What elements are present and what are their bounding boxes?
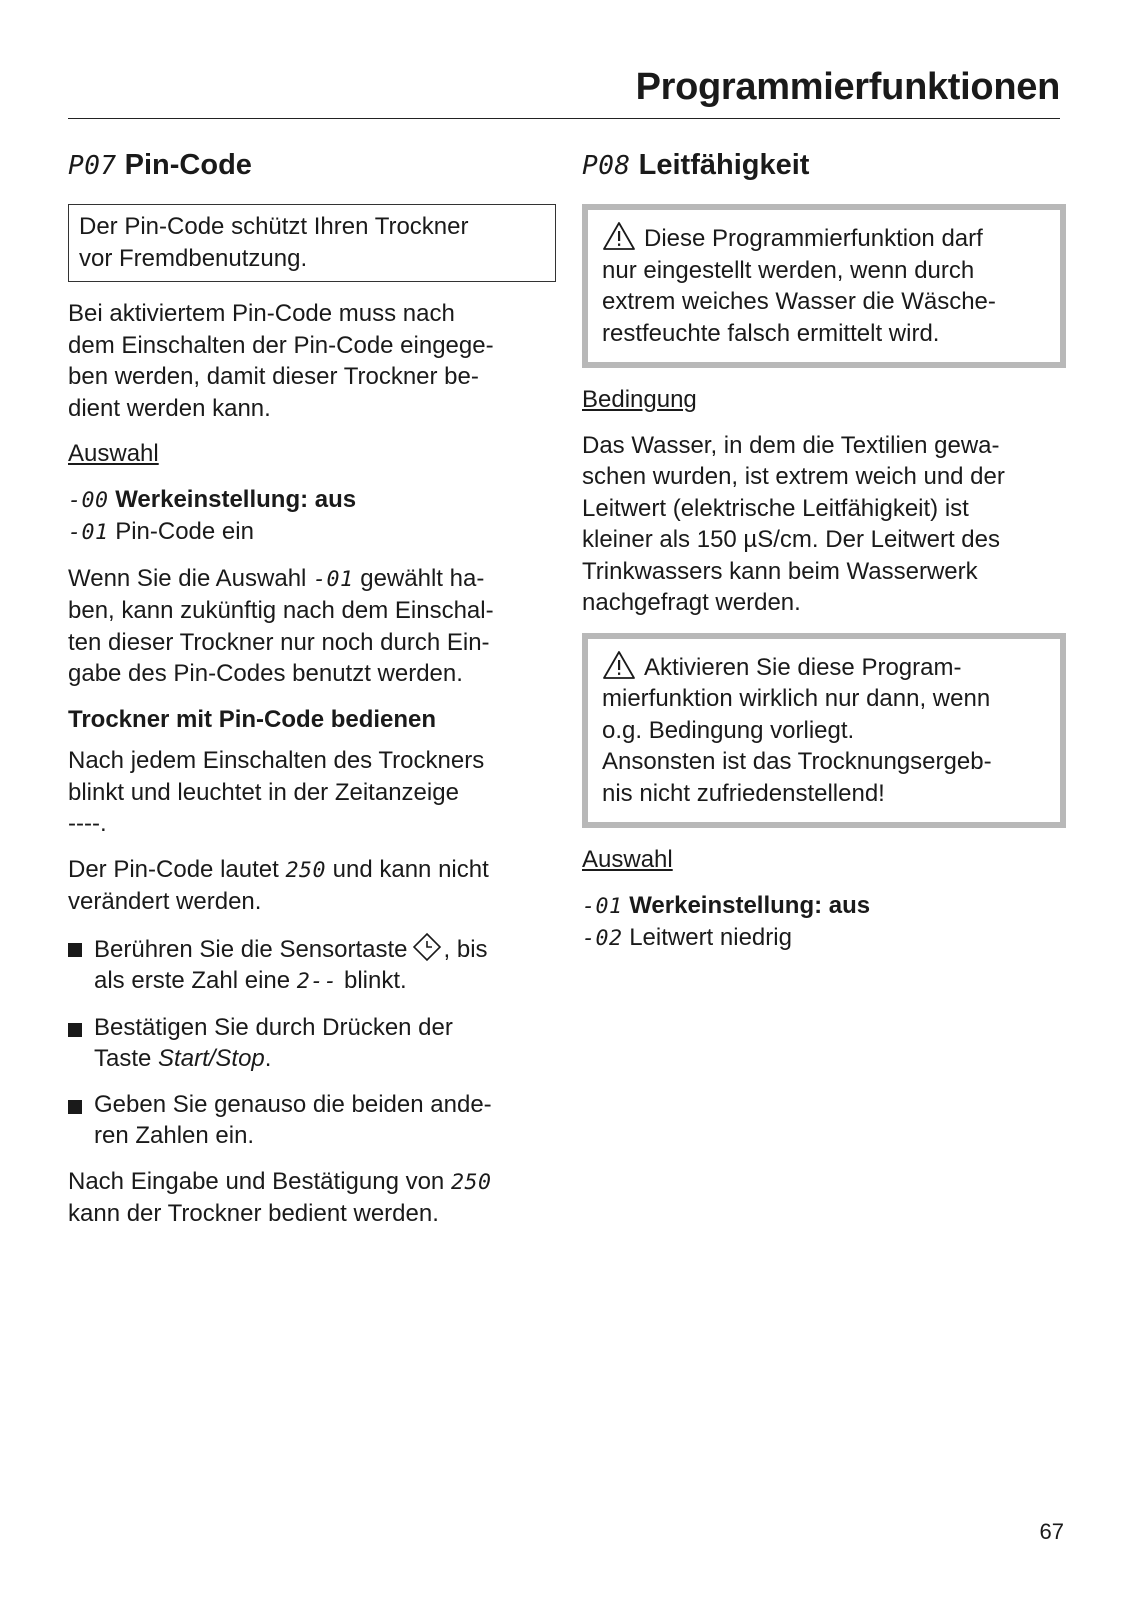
text-line: ben werden, damit dieser Trockner be- [68,363,479,390]
text-line: nis nicht zufriedenstellend! [602,779,885,807]
text-line: blinkt und leuchtet in der Zeitanzeige [68,778,459,806]
text-line: dient werden kann. [68,394,271,422]
sensor-dial-icon [412,932,442,962]
option-item [68,484,556,517]
text-line: restfeuchte falsch ermittelt wird. [602,319,940,347]
text-line: verändert werden. [68,888,262,915]
warning-triangle-icon [602,650,636,680]
list-item [68,1089,556,1152]
text-fragment: Taste [94,1045,152,1072]
text-line [94,1043,556,1075]
text-fragment: gewählt ha- [360,564,485,592]
text-line: schen wurden, ist extrem weich und der [582,463,1005,490]
list-item [68,1012,556,1075]
text-line: Trinkwassers kann beim Wasserwerk [582,557,978,585]
display-code: 250 [450,1169,492,1195]
display-code: 250 [285,857,326,883]
bullet-square-icon [68,943,82,957]
subheading: Trockner mit Pin-Code bedienen [68,705,437,733]
text-fragment: Nach Eingabe und Bestätigung von [68,1167,445,1195]
display-code: P08 [582,151,631,181]
text-line: Leitwert (elektrische Leitfähigkeit) ist [582,494,969,522]
intro-line: vor Fremdbenutzung. [79,244,308,272]
option-item [582,890,1066,923]
text-line: Ansonsten ist das Trocknungsergeb- [602,748,992,775]
text-fragment: Aktivieren Sie diese Program- [644,653,962,681]
text-line [602,221,1046,255]
text-line: gabe des Pin-Codes benutzt werden. [68,660,463,687]
section-title-conductivity [582,143,1066,188]
text-line: kleiner als 150 µS/cm. Der Leitwert des [582,526,1000,553]
option-item [68,516,556,549]
text-line: Das Wasser, in dem die Textilien gewa- [582,431,1000,459]
text-line: dem Einschalten der Pin-Code eingege- [68,331,494,359]
option-list [582,890,1066,955]
option-label: Pin-Code ein [115,518,254,545]
text-line: nur eingestellt werden, wenn durch [602,256,975,284]
auswahl-label: Auswahl [582,846,673,873]
text-fragment: und kann nicht [332,855,489,883]
text-line [68,854,556,887]
option-label: Werkeinstellung: aus [629,891,871,919]
option-label: Werkeinstellung: aus [115,485,357,513]
text-fragment: Wenn Sie die Auswahl [68,564,307,592]
section-title-text: Pin-Code [124,149,252,181]
text-line: ----. [68,810,107,837]
display-code: P07 [68,151,117,181]
text-line: o.g. Bedingung vorliegt. [602,716,855,744]
text-line [68,1166,556,1199]
display-code: 2-- [296,969,338,994]
text-line: mierfunktion wirklich nur dann, wenn [602,685,991,712]
paragraph-pin-value [68,854,556,918]
warning-box [582,204,1066,368]
option-label: Leitwert niedrig [629,924,792,951]
instruction-list [68,932,556,1152]
text-line: Nach jedem Einschalten des Trockners [68,747,485,774]
text-line [94,932,556,966]
text-line: kann der Trockner bedient werden. [68,1200,439,1227]
text-line [602,650,1046,684]
text-fragment: blinkt. [343,967,407,994]
paragraph-selection [68,563,556,690]
text-line: nachgefragt werden. [582,589,801,616]
option-list [68,484,556,549]
right-column [582,143,1066,969]
warning-box [582,633,1066,829]
page-header [68,62,1060,119]
auswahl-label: Auswahl [68,440,159,467]
text-line: Bei aktiviertem Pin-Code muss nach [68,300,455,327]
text-fragment: Diese Programmierfunktion darf [644,225,983,252]
bullet-square-icon [68,1100,82,1114]
intro-line: Der Pin-Code schützt Ihren Trockner [79,213,469,240]
text-line: Bestätigen Sie durch Drücken der [94,1013,453,1041]
paragraph-condition [582,430,1066,619]
paragraph-display [68,745,556,840]
text-line: ben, kann zukünftig nach dem Einschal- [68,597,494,624]
section-title-pin-code [68,143,556,188]
page-number: 67 [1039,1519,1064,1544]
paragraph-activation [68,298,556,424]
text-line: extrem weiches Wasser die Wäsche- [602,288,996,315]
left-column [68,143,556,1244]
paragraph-confirmation [68,1166,556,1230]
bedingung-label: Bedingung [582,386,697,413]
text-fragment: Der Pin-Code lautet [68,855,279,883]
section-title-text: Leitfähigkeit [638,149,810,181]
text-line: ren Zahlen ein. [94,1122,255,1149]
text-line: Geben Sie genauso die beiden ande- [94,1090,492,1118]
text-fragment: als erste Zahl eine [94,967,291,994]
key-name: Start/Stop [158,1045,265,1072]
text-fragment: Berühren Sie die Sensortaste [94,935,408,963]
option-code: -00 [68,487,109,513]
intro-box [68,204,556,282]
text-line: ten dieser Trockner nur noch durch Ein- [68,628,490,656]
page-title: Programmierfunktionen [635,66,1060,108]
text-fragment: , bis [443,935,488,963]
option-item [582,922,1066,955]
option-code: -01 [68,520,109,545]
text-fragment: . [264,1045,272,1072]
text-line [94,965,556,998]
warning-triangle-icon [602,221,636,251]
text-line [68,563,556,596]
option-code: -01 [582,893,623,919]
display-code: -01 [313,566,354,592]
bullet-square-icon [68,1023,82,1037]
list-item [68,932,556,998]
option-code: -02 [582,926,623,951]
